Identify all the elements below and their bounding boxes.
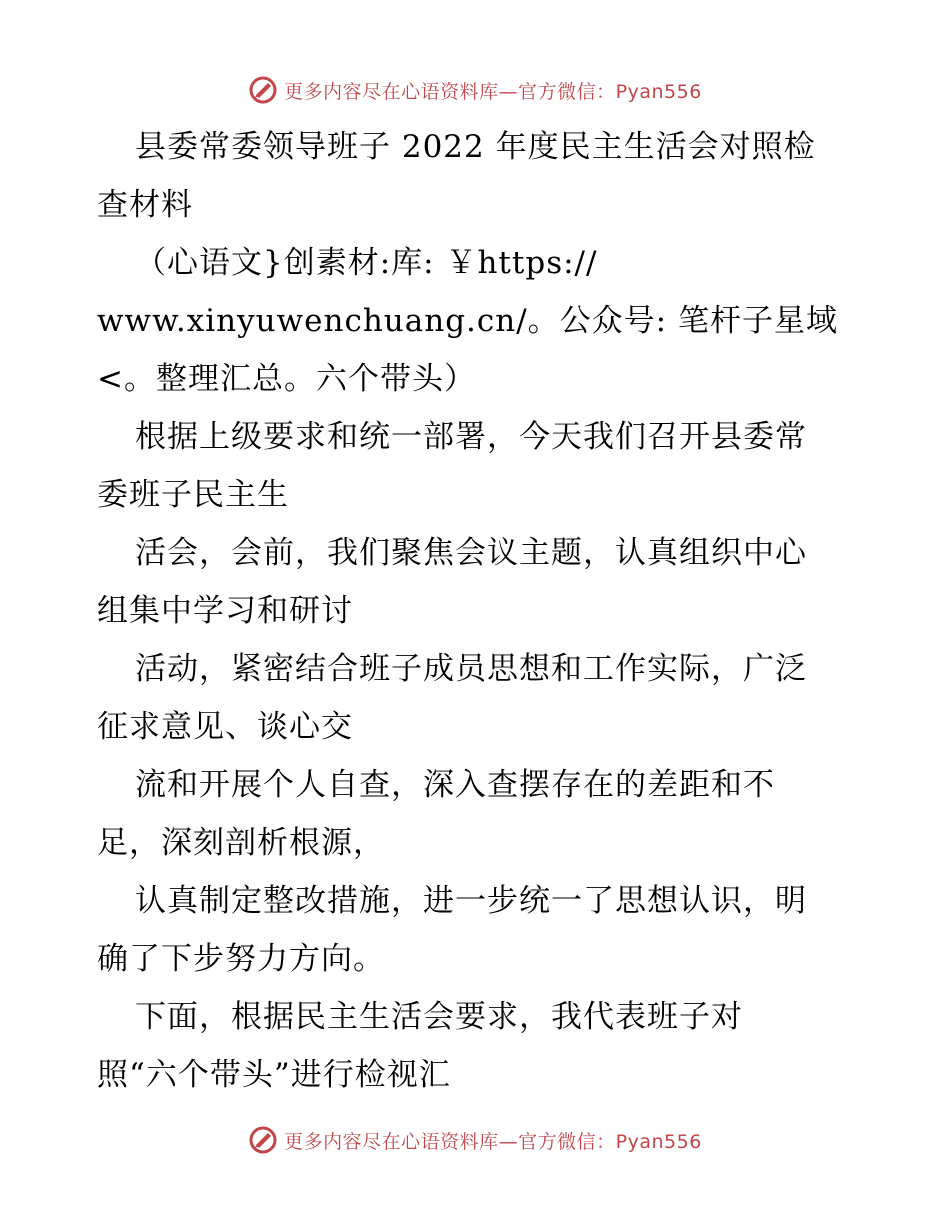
brand-logo-icon <box>248 1125 278 1155</box>
paragraph-line: 活动，紧密结合班子成员思想和工作实际，广泛 <box>135 651 807 687</box>
header-banner <box>0 70 950 110</box>
paragraph-line: 认真制定整改措施，进一步统一了思想认识，明 <box>135 883 807 919</box>
paragraph-line: 下面，根据民主生活会要求，我代表班子对 <box>135 999 743 1035</box>
paragraph-line: 活会，会前，我们聚焦会议主题，认真组织中心 <box>135 535 807 571</box>
document-body <box>97 118 857 1104</box>
paragraph-line: 委班子民主生 <box>97 477 289 513</box>
title-line-1: 县委常委领导班子 2022 年度民主生活会对照检 <box>135 129 816 165</box>
paragraph-line: 组集中学习和研讨 <box>97 593 353 629</box>
header-banner-text: 更多内容尽在心语资料库—官方微信：Pyan556 <box>284 80 702 103</box>
brand-logo-icon <box>248 75 278 105</box>
footer-banner <box>0 1120 950 1160</box>
source-line-3: <。整理汇总。六个带头） <box>97 361 476 397</box>
paragraph-line: 流和开展个人自查，深入查摆存在的差距和不 <box>135 767 775 803</box>
title-line-2: 查材料 <box>97 187 193 223</box>
source-line-2: www.xinyuwenchuang.cn/。公众号: 笔杆子星域 <box>97 303 838 339</box>
paragraph-line: 根据上级要求和统一部署，今天我们召开县委常 <box>135 419 807 455</box>
paragraph-line: 照“六个带头”进行检视汇 <box>97 1057 451 1093</box>
paragraph-line: 足，深刻剖析根源， <box>97 825 385 861</box>
source-line-1: （心语文}创素材:库: ￥https:// <box>135 245 598 281</box>
paragraph-line: 确了下步努力方向。 <box>97 941 385 977</box>
paragraph-line: 征求意见、谈心交 <box>97 709 353 745</box>
footer-banner-text: 更多内容尽在心语资料库—官方微信：Pyan556 <box>284 1130 702 1153</box>
